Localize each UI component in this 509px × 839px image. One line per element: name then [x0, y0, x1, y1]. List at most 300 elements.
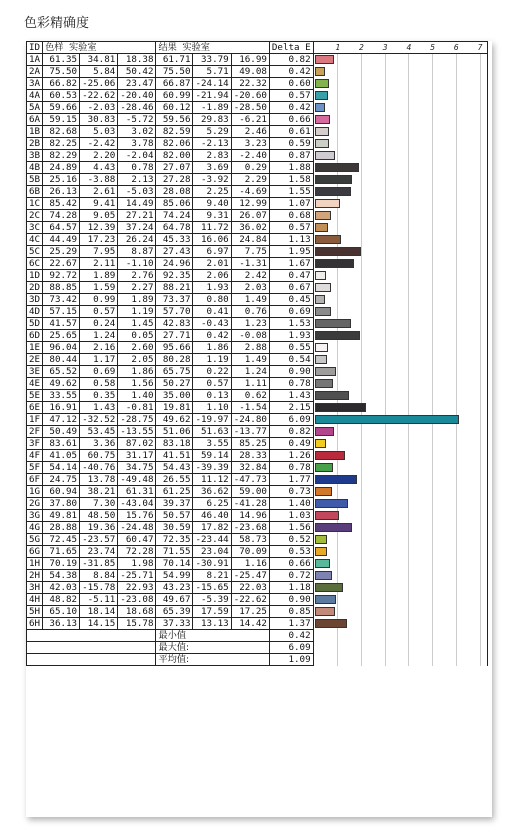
row-id: 2A [27, 66, 43, 78]
gridline [432, 462, 433, 474]
result-lab-value: 3.23 [231, 138, 269, 150]
gridline [361, 390, 362, 402]
gridline [361, 366, 362, 378]
target-lab-value: 2.27 [118, 282, 156, 294]
table-row [27, 486, 488, 498]
delta-e-bar-cell [313, 414, 487, 426]
target-lab-value: 92.72 [43, 270, 80, 282]
target-lab-value: 44.49 [43, 234, 80, 246]
result-lab-value: 37.33 [156, 618, 193, 630]
gridline [385, 330, 386, 342]
summary-blank [27, 630, 156, 642]
result-lab-value: 49.67 [156, 594, 193, 606]
target-lab-value: 54.38 [43, 570, 80, 582]
result-lab-value: 92.35 [156, 270, 193, 282]
delta-e-bar-cell [313, 534, 487, 546]
target-lab-value: 0.57 [80, 306, 118, 318]
table-row [27, 114, 488, 126]
gridline [480, 522, 481, 534]
result-lab-value: 32.84 [231, 462, 269, 474]
result-lab-value: 3.69 [193, 162, 231, 174]
gridline [480, 606, 481, 618]
result-lab-value: -20.60 [231, 90, 269, 102]
target-lab-value: 2.60 [118, 342, 156, 354]
target-lab-value: 96.04 [43, 342, 80, 354]
gridline [361, 174, 362, 186]
gridline [480, 438, 481, 450]
gridline [361, 66, 362, 78]
target-lab-value: 48.50 [80, 510, 118, 522]
row-id: 1E [27, 342, 43, 354]
result-lab-value: 70.09 [231, 546, 269, 558]
delta-e-value: 1.07 [269, 198, 313, 210]
gridline [385, 150, 386, 162]
gridline [385, 114, 386, 126]
result-lab-value: 22.32 [231, 78, 269, 90]
delta-e-value: 0.90 [269, 366, 313, 378]
target-lab-value: 2.16 [80, 342, 118, 354]
result-lab-value: 41.51 [156, 450, 193, 462]
gridline [480, 630, 481, 642]
gridline [337, 54, 338, 66]
gridline [480, 654, 481, 666]
target-lab-value: -40.76 [80, 462, 118, 474]
result-lab-value: 27.71 [156, 330, 193, 342]
gridline [337, 438, 338, 450]
summary-label: 最小值 [156, 630, 269, 642]
target-lab-value: 1.19 [118, 306, 156, 318]
result-lab-value: 0.80 [193, 294, 231, 306]
delta-e-value: 0.69 [269, 306, 313, 318]
delta-e-bar-cell [313, 198, 487, 210]
target-lab-value: -43.04 [118, 498, 156, 510]
target-lab-value: 80.44 [43, 354, 80, 366]
result-lab-value: -0.43 [193, 318, 231, 330]
delta-e-bar [315, 547, 328, 556]
target-lab-value: 49.62 [43, 378, 80, 390]
gridline [408, 438, 409, 450]
gridline [337, 78, 338, 90]
gridline [361, 534, 362, 546]
target-lab-value: 2.61 [80, 186, 118, 198]
delta-e-bar-cell [313, 366, 487, 378]
result-lab-value: 82.00 [156, 150, 193, 162]
row-id: 3C [27, 222, 43, 234]
delta-e-bar [315, 259, 355, 268]
gridline [337, 270, 338, 282]
target-lab-value: 0.78 [118, 162, 156, 174]
gridline [361, 222, 362, 234]
gridline [456, 318, 457, 330]
row-id: 5F [27, 462, 43, 474]
gridline [337, 642, 338, 654]
result-lab-value: 59.00 [231, 486, 269, 498]
gridline [432, 198, 433, 210]
gridline [480, 582, 481, 594]
gridline [456, 630, 457, 642]
target-lab-value: 38.21 [80, 486, 118, 498]
gridline [385, 54, 386, 66]
gridline [456, 282, 457, 294]
result-lab-value: 1.23 [231, 318, 269, 330]
target-lab-value: 27.21 [118, 210, 156, 222]
delta-e-bar [315, 283, 331, 292]
gridline [337, 306, 338, 318]
result-lab-value: 80.28 [156, 354, 193, 366]
table-row [27, 534, 488, 546]
gridline [432, 654, 433, 666]
gridline [361, 582, 362, 594]
gridline [361, 78, 362, 90]
result-lab-value: 73.37 [156, 294, 193, 306]
result-lab-value: 27.28 [156, 174, 193, 186]
gridline [361, 618, 362, 630]
delta-e-value: 0.57 [269, 90, 313, 102]
row-id: 3D [27, 294, 43, 306]
target-lab-value: 59.15 [43, 114, 80, 126]
result-lab-value: 43.23 [156, 582, 193, 594]
target-lab-value: 48.82 [43, 594, 80, 606]
delta-e-bar [315, 427, 334, 436]
gridline [432, 558, 433, 570]
gridline [432, 138, 433, 150]
row-id: 4B [27, 162, 43, 174]
row-id: 3E [27, 366, 43, 378]
target-lab-value: 12.39 [80, 222, 118, 234]
result-lab-value: 2.42 [231, 270, 269, 282]
gridline [480, 462, 481, 474]
target-lab-value: 36.13 [43, 618, 80, 630]
gridline [337, 282, 338, 294]
target-lab-value: 60.53 [43, 90, 80, 102]
row-id: 2E [27, 354, 43, 366]
result-lab-value: 24.96 [156, 258, 193, 270]
gridline [385, 366, 386, 378]
target-lab-value: 7.30 [80, 498, 118, 510]
result-lab-value: 11.12 [193, 474, 231, 486]
delta-e-bar [315, 67, 325, 76]
row-id: 5D [27, 318, 43, 330]
delta-e-value: 1.93 [269, 330, 313, 342]
gridline [361, 378, 362, 390]
target-lab-value: 37.24 [118, 222, 156, 234]
gridline [432, 318, 433, 330]
gridline [385, 390, 386, 402]
gridline [408, 222, 409, 234]
table-row [27, 294, 488, 306]
result-lab-value: 19.81 [156, 402, 193, 414]
result-lab-value: 23.04 [193, 546, 231, 558]
target-lab-value: 61.31 [118, 486, 156, 498]
gridline [456, 642, 457, 654]
gridline [361, 198, 362, 210]
target-lab-value: -28.75 [118, 414, 156, 426]
delta-e-bar [315, 343, 328, 352]
delta-e-value: 0.82 [269, 426, 313, 438]
target-lab-value: 25.29 [43, 246, 80, 258]
result-lab-value: -3.92 [193, 174, 231, 186]
gridline [480, 594, 481, 606]
delta-e-bar-cell [313, 450, 487, 462]
gridline [385, 162, 386, 174]
gridline [361, 162, 362, 174]
gridline [480, 174, 481, 186]
result-lab-value: 1.19 [193, 354, 231, 366]
gridline [432, 150, 433, 162]
delta-e-bar [315, 223, 329, 232]
target-lab-value: 8.87 [118, 246, 156, 258]
gridline [385, 78, 386, 90]
result-lab-value: 0.13 [193, 390, 231, 402]
delta-e-bar [315, 499, 348, 508]
result-lab-value: 1.49 [231, 294, 269, 306]
target-lab-value: 18.68 [118, 606, 156, 618]
target-lab-value: 0.24 [80, 318, 118, 330]
delta-e-bar [315, 583, 343, 592]
result-lab-value: 59.56 [156, 114, 193, 126]
delta-e-value: 6.09 [269, 414, 313, 426]
gridline [361, 54, 362, 66]
target-lab-value: 31.17 [118, 450, 156, 462]
target-lab-value: -24.48 [118, 522, 156, 534]
gridline [432, 474, 433, 486]
gridline [337, 534, 338, 546]
gridline [456, 594, 457, 606]
delta-e-bar [315, 271, 326, 280]
result-lab-value: -47.73 [231, 474, 269, 486]
result-lab-value: 82.06 [156, 138, 193, 150]
gridline [337, 210, 338, 222]
result-lab-value: -19.97 [193, 414, 231, 426]
delta-e-bar-cell [313, 474, 487, 486]
gridline [456, 618, 457, 630]
gridline [361, 558, 362, 570]
summary-bar-cell [313, 642, 487, 654]
gridline [408, 654, 409, 666]
table-row [27, 378, 488, 390]
gridline [361, 246, 362, 258]
gridline [408, 402, 409, 414]
summary-row [27, 630, 488, 642]
row-id: 4F [27, 450, 43, 462]
target-lab-value: 65.52 [43, 366, 80, 378]
gridline [456, 606, 457, 618]
target-lab-value: 50.42 [118, 66, 156, 78]
target-lab-value: 1.89 [80, 270, 118, 282]
target-lab-value: 1.43 [80, 402, 118, 414]
gridline [408, 174, 409, 186]
gridline [408, 210, 409, 222]
delta-e-bar [315, 331, 361, 340]
delta-e-bar [315, 163, 360, 172]
gridline [385, 606, 386, 618]
gridline [432, 186, 433, 198]
result-lab-value: 27.07 [156, 162, 193, 174]
gridline [432, 606, 433, 618]
summary-blank [27, 654, 156, 666]
table-body [27, 54, 488, 666]
gridline [361, 342, 362, 354]
result-lab-value: 1.24 [231, 366, 269, 378]
target-lab-value: 1.98 [118, 558, 156, 570]
result-lab-value: 16.99 [231, 54, 269, 66]
gridline [480, 642, 481, 654]
row-id: 5B [27, 174, 43, 186]
target-lab-value: 25.65 [43, 330, 80, 342]
gridline [385, 234, 386, 246]
result-lab-value: 7.75 [231, 246, 269, 258]
row-id: 3H [27, 582, 43, 594]
result-lab-value: 24.84 [231, 234, 269, 246]
delta-e-bar-cell [313, 318, 487, 330]
delta-e-bar-cell [313, 330, 487, 342]
target-lab-value: -15.78 [80, 582, 118, 594]
target-lab-value: 42.03 [43, 582, 80, 594]
delta-e-bar [315, 307, 331, 316]
gridline [480, 102, 481, 114]
gridline [456, 570, 457, 582]
delta-e-value: 0.85 [269, 606, 313, 618]
target-lab-value: 30.83 [80, 114, 118, 126]
result-lab-value: -24.80 [231, 414, 269, 426]
target-lab-value: 1.59 [80, 282, 118, 294]
result-lab-value: 59.14 [193, 450, 231, 462]
gridline [408, 282, 409, 294]
gridline [408, 534, 409, 546]
row-id: 1B [27, 126, 43, 138]
gridline [432, 594, 433, 606]
delta-e-table-frame [26, 41, 492, 817]
gridline [385, 318, 386, 330]
gridline [408, 246, 409, 258]
result-lab-value: 22.03 [231, 582, 269, 594]
delta-e-bar [315, 151, 336, 160]
row-id: 3A [27, 78, 43, 90]
gridline [361, 630, 362, 642]
target-lab-value: 2.05 [118, 354, 156, 366]
summary-row [27, 642, 488, 654]
target-lab-value: 73.42 [43, 294, 80, 306]
target-lab-value: 1.86 [118, 366, 156, 378]
gridline [408, 198, 409, 210]
result-lab-value: 88.21 [156, 282, 193, 294]
delta-e-bar-cell [313, 438, 487, 450]
gridline [385, 282, 386, 294]
target-lab-value: 49.81 [43, 510, 80, 522]
target-lab-value: 26.13 [43, 186, 80, 198]
gridline [480, 126, 481, 138]
delta-e-value: 1.40 [269, 498, 313, 510]
gridline [361, 426, 362, 438]
gridline [432, 378, 433, 390]
result-lab-value: 28.33 [231, 450, 269, 462]
gridline [385, 66, 386, 78]
gridline [408, 366, 409, 378]
gridline [385, 342, 386, 354]
gridline [408, 138, 409, 150]
gridline [337, 126, 338, 138]
target-lab-value: 88.85 [43, 282, 80, 294]
table-row [27, 474, 488, 486]
table-row [27, 546, 488, 558]
gridline [385, 534, 386, 546]
gridline [361, 486, 362, 498]
result-lab-value: 9.31 [193, 210, 231, 222]
gridline [480, 426, 481, 438]
delta-e-value: 0.87 [269, 150, 313, 162]
gridline [361, 438, 362, 450]
gridline [337, 426, 338, 438]
gridline [408, 234, 409, 246]
gridline [480, 222, 481, 234]
result-lab-value: 29.83 [193, 114, 231, 126]
delta-e-value: 0.42 [269, 102, 313, 114]
delta-e-bar-cell [313, 210, 487, 222]
target-lab-value: 66.82 [43, 78, 80, 90]
gridline [385, 462, 386, 474]
gridline [361, 306, 362, 318]
gridline [408, 114, 409, 126]
target-lab-value: 54.14 [43, 462, 80, 474]
header-target: 色样 实验室 [43, 42, 156, 54]
delta-e-value: 0.54 [269, 354, 313, 366]
gridline [432, 258, 433, 270]
gridline [456, 102, 457, 114]
gridline [480, 414, 481, 426]
gridline [385, 246, 386, 258]
target-lab-value: 7.95 [80, 246, 118, 258]
result-lab-value: 5.29 [193, 126, 231, 138]
row-id: 1D [27, 270, 43, 282]
result-lab-value: 71.55 [156, 546, 193, 558]
delta-e-bar [315, 607, 335, 616]
result-lab-value: 54.99 [156, 570, 193, 582]
target-lab-value: 41.05 [43, 450, 80, 462]
target-lab-value: -23.57 [80, 534, 118, 546]
target-lab-value: 1.40 [118, 390, 156, 402]
target-lab-value: 28.88 [43, 522, 80, 534]
result-lab-value: 95.66 [156, 342, 193, 354]
gridline [337, 66, 338, 78]
result-lab-value: 65.75 [156, 366, 193, 378]
table-row [27, 258, 488, 270]
row-id: 6B [27, 186, 43, 198]
delta-e-value: 0.42 [269, 66, 313, 78]
result-lab-value: 2.88 [231, 342, 269, 354]
target-lab-value: 2.76 [118, 270, 156, 282]
summary-label: 最大值: [156, 642, 269, 654]
gridline [337, 630, 338, 642]
table-row [27, 330, 488, 342]
row-id: 6D [27, 330, 43, 342]
row-id: 4A [27, 90, 43, 102]
delta-e-bar [315, 451, 345, 460]
gridline [480, 366, 481, 378]
delta-e-bar [315, 199, 340, 208]
gridline [432, 102, 433, 114]
result-lab-value: 6.97 [193, 246, 231, 258]
result-lab-value: 0.76 [231, 306, 269, 318]
table-row [27, 102, 488, 114]
gridline [385, 510, 386, 522]
row-id: 2B [27, 138, 43, 150]
delta-e-bar-cell [313, 294, 487, 306]
delta-e-value: 0.68 [269, 210, 313, 222]
delta-e-bar [315, 475, 357, 484]
delta-e-bar-cell [313, 378, 487, 390]
gridline [432, 642, 433, 654]
result-lab-value: 46.40 [193, 510, 231, 522]
